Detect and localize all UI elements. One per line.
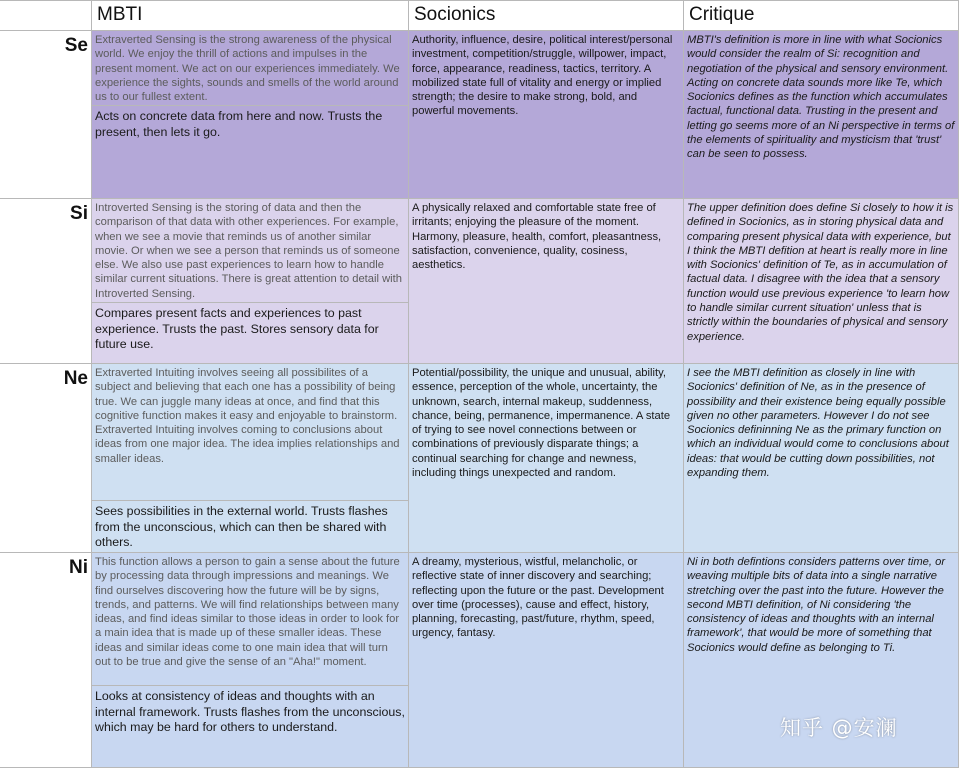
row-label-se: Se <box>0 31 92 199</box>
ni-mbti-definition: This function allows a person to gain a sense about the future by processing data through impressions and meanings. We find ourselves discovering how the future will be by signs, trends, and patterns. We will find relationships between many ideas, and find ideas similar to those ideas in order to look for a main idea that is made up of these smaller ideas. These ideas and similar ideas come to one main idea that will turn out to be true and give the sense of an "Aha!" moment. <box>92 553 409 686</box>
si-critique: The upper definition does define Si closely to how it is defined in Socionics, as in storing physical data and comparing present physical data with experience, but I think the MBTI defition at heart is really more in line with Socionics' definition of Te, as in accumulation of factual data. I disagree with the idea that a sensory function would use previous experience 'to learn how to handle similar current situation' unless that is strictly within the boundaries of physical and sensory experience. <box>684 199 959 364</box>
row-label-ni: Ni <box>0 553 92 768</box>
row-label-ne: Ne <box>0 364 92 553</box>
ne-mbti-definition: Extraverted Intuiting involves seeing all possibilites of a subject and believing that each one has a possibility of being true. We can juggle many ideas at once, and find that this cognitive function makes it easy and enjoyable to brainstorm. Extraverted Intuiting involves coming to conclusions about ideas from one major idea. The idea implies relationships and smaller ideas. <box>92 364 409 501</box>
se-socionics-definition: Authority, influence, desire, political interest/personal investment, competition/struggle, willpower, impact, force, appearance, readiness, tactics, territory. A mobilized state full of vitality and energy or implied strength; the desire to make strong, bold, and powerful movements. <box>409 31 684 199</box>
ne-mbti-summary: Sees possibilities in the external world. Trusts flashes from the unconscious, which can then be shared with others. <box>92 501 409 553</box>
header-critique: Critique <box>684 0 959 31</box>
ne-socionics-definition: Potential/possibility, the unique and unusual, ability, essence, perception of the whole, uncertainty, the unknown, search, internal makeup, suddenness, chance, being, permanence, impermanence. A state of trying to see novel connections between or combinations of previously disparate things; a continual searching for change and newness, including things unexpected and random. <box>409 364 684 553</box>
si-socionics-definition: A physically relaxed and comfortable state free of irritants; enjoying the pleasure of the moment. Harmony, pleasure, health, comfort, pleasantness, satisfaction, convenience, quality, cosiness, aesthetics. <box>409 199 684 364</box>
corner-cell <box>0 0 92 31</box>
ni-mbti-summary: Looks at consistency of ideas and thoughts with an internal framework. Trusts flashes from the unconscious, which may be hard for others to understand. <box>92 686 409 768</box>
si-mbti-summary: Compares present facts and experiences to past experience. Trusts the past. Stores sensory data for future use. <box>92 303 409 364</box>
zhihu-watermark <box>780 712 898 742</box>
row-label-si: Si <box>0 199 92 364</box>
se-mbti-definition: Extraverted Sensing is the strong awareness of the physical world. We enjoy the thrill of actions and impulses in the present moment. We act on our experiences immediately. We experience the sights, sounds and smells of the world around us to our fullest extent. <box>92 31 409 106</box>
si-mbti-definition: Introverted Sensing is the storing of data and then the comparison of that data with other experiences. For example, when we see a movie that reminds us of another similar movie. Or when we see a person that reminds us of someone else. We also use past experiences to learn how to handle similar current situations. There is great attention to detail with Introverted Sensing. <box>92 199 409 303</box>
ni-critique: Ni in both defintions considers patterns over time, or weaving multiple bits of data into a single narrative stretching over the past into the future. However the second MBTI definition, of Ni considering 'the consistency of ideas and thoughts with an internal framework', that would be more of something that Socionics would define as belonging to Ti. <box>684 553 959 768</box>
header-mbti: MBTI <box>92 0 409 31</box>
watermark-text: 知乎 @安澜 <box>780 716 898 740</box>
ni-socionics-definition: A dreamy, mysterious, wistful, melancholic, or reflective state of inner discovery and searching; reflecting upon the future or the past. Development over time (processes), cause and effect, history, planning, forecasting, past/future, rhythm, speed, urgency, fantasy. <box>409 553 684 768</box>
se-mbti-summary: Acts on concrete data from here and now. Trusts the present, then lets it go. <box>92 106 409 199</box>
ne-critique: I see the MBTI definition as closely in line with Socionics' definition of Ne, as in the presence of possibility and their existence being equally possible given no other parameters. However I do not see Socionics defininning Ne as the primary function on which an individual would come to conclusions about ideas: that would be cutting down possibilities, not expanding them. <box>684 364 959 553</box>
se-critique: MBTI's definition is more in line with what Socionics would consider the realm of Si: recognition and negotiation of the physical and sensory environment. Acting on concrete data sounds more like Te, which Socionics defines as the function which accumulates factual, functional data. Trusting in the present and letting go seems more of an Ni perspective in terms of the elements of spirituality and mysticism that 'trust' can be seen to possess. <box>684 31 959 199</box>
header-socionics: Socionics <box>409 0 684 31</box>
